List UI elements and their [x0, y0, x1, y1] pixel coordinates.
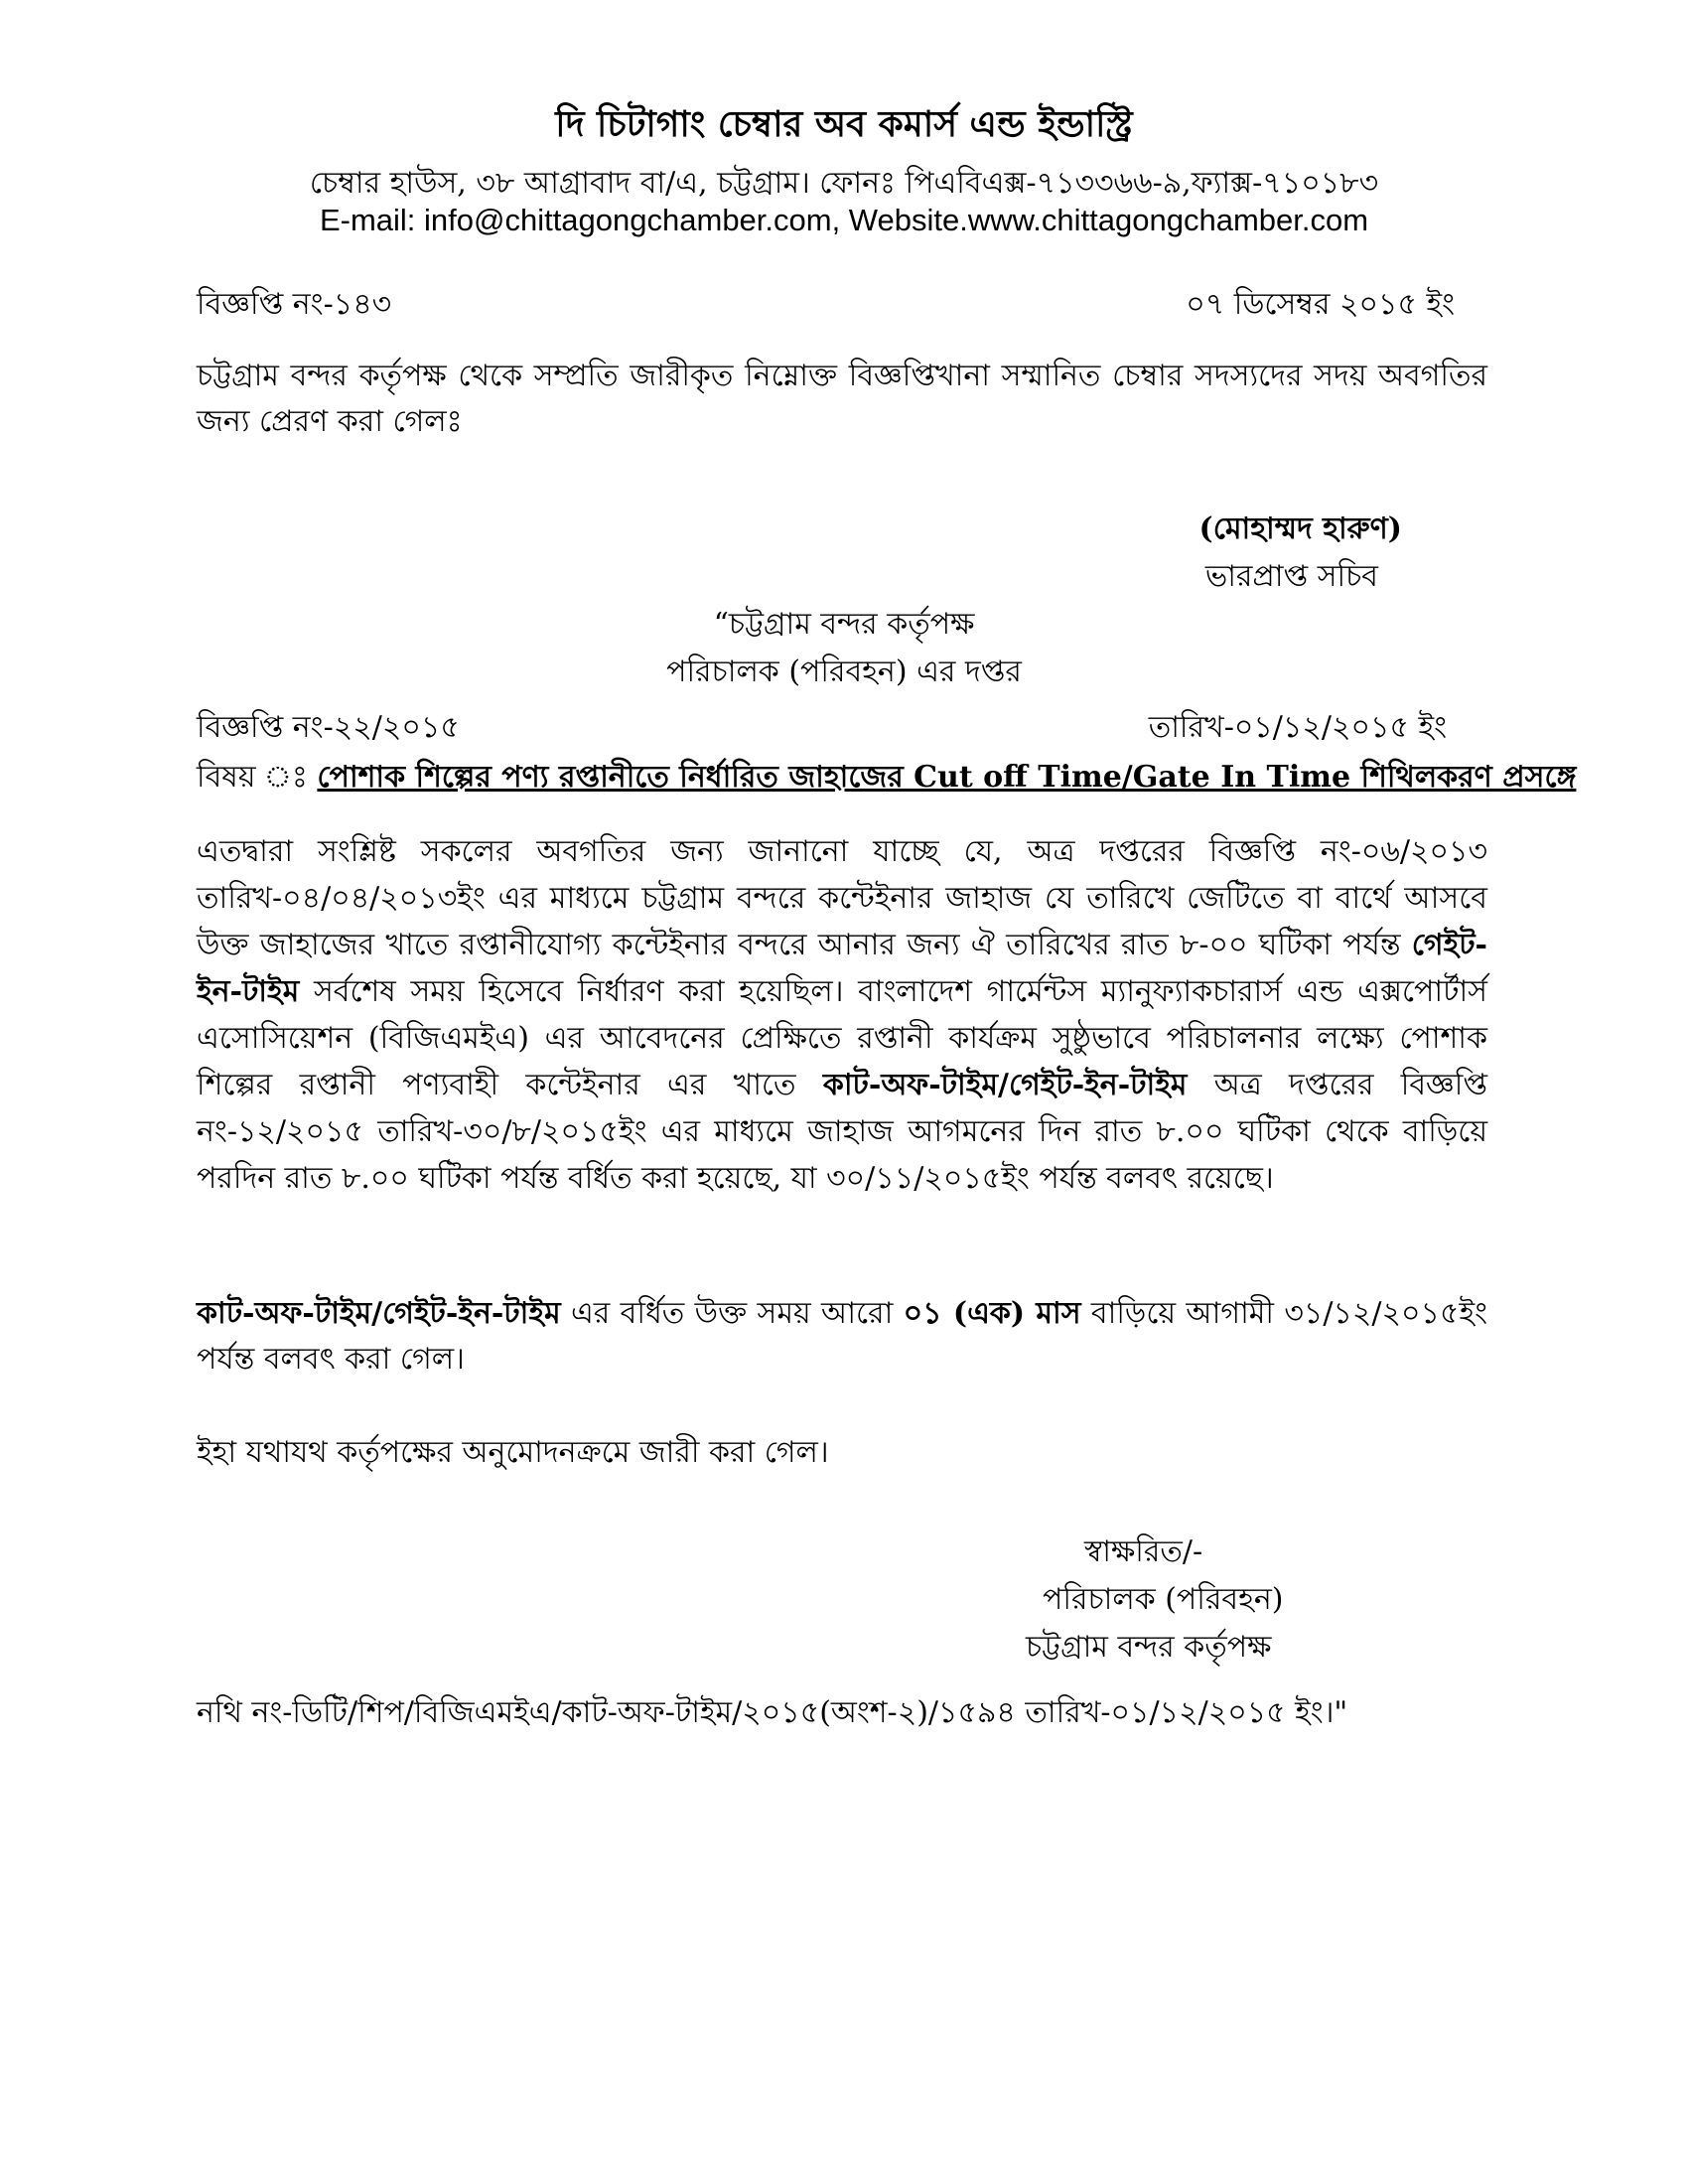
body1-bold-2: কাট-অফ-টাইম/গেইট-ইন-টাইম	[822, 1068, 1188, 1102]
quoted-department: পরিচালক (পরিবহন) এর দপ্তর	[666, 655, 1022, 689]
subject-label: বিষয় ঃ	[197, 760, 318, 795]
signatory-title: ভারপ্রাপ্ত সচিব	[1204, 559, 1378, 594]
quoted-notice-number: বিজ্ঞপ্তি নং-২২/২০১৫	[197, 710, 460, 745]
file-reference: নথি নং-ডিটি/শিপ/বিজিএমইএ/কাট-অফ-টাইম/২০১৫(অংশ-২)/১৫৯৪ তারিখ-০১/১২/২০১৫ ইং।"	[197, 1695, 1348, 1730]
body-paragraph-1	[197, 828, 1487, 1202]
letterhead-contact: E-mail: info@chittagongchamber.com, Website.www.chittagongchamber.com	[319, 203, 1369, 237]
body-paragraph-3: ইহা যথাযথ কর্তৃপক্ষের অনুমোদনক্রমে জারী করা গেল।	[197, 1435, 829, 1470]
body1-text-1: এতদ্বারা সংশ্লিষ্ট সকলের অবগতির জন্য জানানো যাচ্ছে যে, অত্র দপ্তরের বিজ্ঞপ্তি নং-০৬/২০১৩ তারিখ-০৪/০৪/২০১৩ইং এর মাধ্যমে চট্টগ্রাম বন্দরে কন্টেইনার জাহাজ যে তারিখে জেটিতে বা বার্থে আসবে উক্ত জাহাজের খাতে রপ্তানীযোগ্য কন্টেইনার বন্দরে আনার জন্য ঐ তারিখের রাত ৮-০০ ঘটিকা পর্যন্ত	[197, 834, 1487, 962]
notice-date: ০৭ ডিসেম্বর ২০১৫ ইং	[1186, 287, 1455, 322]
body1-text-3: অত্র দপ্তরের বিজ্ঞপ্তি নং-১২/২০১৫ তারিখ-৩০/৮/২০১৫ইং এর মাধ্যমে জাহাজ আগমনের দিন রাত ৮.০০ ঘটিকা থেকে বাড়িয়ে পরদিন রাত ৮.০০ ঘটিকা পর্যন্ত বর্ধিত করা হয়েছে, যা ৩০/১১/২০১৫ইং পর্যন্ত বলবৎ রয়েছে।	[197, 1068, 1487, 1196]
notice-number: বিজ্ঞপ্তি নং-১৪৩	[197, 287, 392, 322]
subject-line	[197, 753, 1576, 803]
body1-bold-1: গেইট-ইন-টাইম	[197, 928, 1487, 1009]
signoff-title: পরিচালক (পরিবহন)	[1043, 1582, 1284, 1617]
quoted-notice-date: তারিখ-০১/১২/২০১৫ ইং	[1148, 710, 1447, 745]
signoff-signed: স্বাক্ষরিত/-	[1084, 1534, 1203, 1569]
letterhead-title: দি চিটাগাং চেম্বার অব কমার্স এন্ড ইন্ডাস্ট্রি	[555, 103, 1133, 145]
subject-text: পোশাক শিল্পের পণ্য রপ্তানীতে নির্ধারিত জাহাজের Cut off Time/Gate In Time শিথিলকরণ প্রসঙ্গে	[317, 760, 1577, 795]
body2-text-1: এর বর্ধিত উক্ত সময় আরো	[560, 1296, 904, 1331]
intro-paragraph: চট্টগ্রাম বন্দর কর্তৃপক্ষ থেকে সম্প্রতি জারীকৃত নিম্নোক্ত বিজ্ঞপ্তিখানা সম্মানিত চেম্বার সদস্যদের সদয় অবগতির জন্য প্রেরণ করা গেলঃ	[197, 359, 1487, 439]
signoff-organization: চট্টগ্রাম বন্দর কর্তৃপক্ষ	[1026, 1630, 1272, 1665]
body2-text-2: বাড়িয়ে আগামী ৩১/১২/২০১৫ইং পর্যন্ত বলবৎ করা গেল।	[197, 1296, 1487, 1377]
letterhead-address: চেম্বার হাউস, ৩৮ আগ্রাবাদ বা/এ, চট্টগ্রাম। ফোনঃ পিএবিএক্স-৭১৩৩৬৬-৯,ফ্যাক্স-৭১০১৮৩	[309, 166, 1379, 201]
body2-bold-2: ০১ (এক) মাস	[903, 1296, 1081, 1331]
body2-bold-1: কাট-অফ-টাইম/গেইট-ইন-টাইম	[197, 1296, 561, 1331]
signatory-name: (মোহাম্মদ হারুণ)	[1198, 511, 1402, 546]
body1-text-2: সর্বশেষ সময় হিসেবে নির্ধারণ করা হয়েছিল। বাংলাদেশ গার্মেন্টস ম্যানুফ্যাকচারার্স এন্ড এক্সপোর্টার্স এসোসিয়েশন (বিজিএমইএ) এর আবেদনের প্রেক্ষিতে রপ্তানী কার্যক্রম সুষ্ঠুভাবে পরিচালনার লক্ষ্যে পোশাক শিল্পের রপ্তানী পণ্যবাহী কন্টেইনার এর খাতে	[197, 974, 1487, 1102]
body-paragraph-2	[197, 1291, 1487, 1383]
quoted-organization: “চট্টগ্রাম বন্দর কর্তৃপক্ষ	[713, 607, 975, 642]
